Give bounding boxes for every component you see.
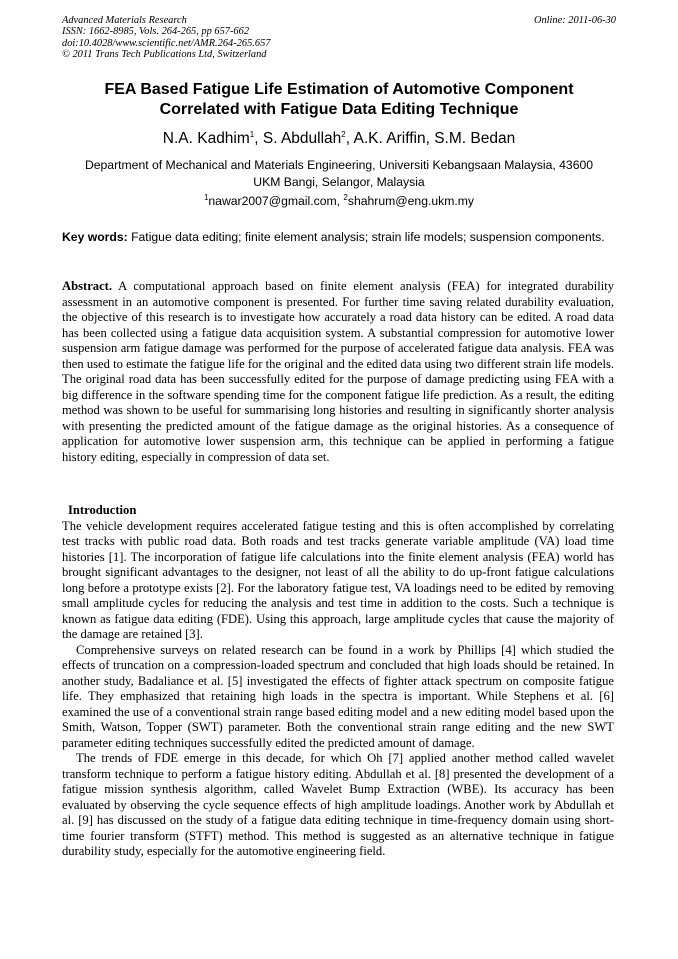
journal-name: Advanced Materials Research [62, 15, 187, 26]
title-line: Correlated with Fatigue Data Editing Technique [159, 101, 519, 118]
affil-mark: 1 [249, 130, 255, 139]
paragraph: Comprehensive surveys on related research can be found in a work by Phillips [4] which studied the effects of truncation on a compression-loaded spectrum and concluded that high loads should be retained. In another study, Badaliance et al. [5] investigated the effects of fighter attack spectrum on composite fatigue life. They emphasized that retaining high loads in the spectra is important. While Stephens et al. [6] examined the use of a conventional strain range based editing model and a new editing model based upon the Smith, Watson, Topper (SWT) parameter. Both the conventional strain range editing and the new SWT parameter editing techniques successfully edited the predicted amount of damage. [62, 642, 614, 750]
paragraph: The vehicle development requires accelerated fatigue testing and this is often accomplished by correlating test tracks with public road data. Both roads and test tracks generate variable amplitude (VA) load time histories [1]. The incorporation of fatigue life calculations into the finite element analysis (FEA) world has brought significant advantages to the designer, not least of all the ability to do up-front fatigue calculations long before a prototype exists [2]. For the laboratory fatigue test, VA loadings need to be edited by removing small amplitude cycles for reducing the analysis and test time in addition to the costs. Such a technique is known as fatigue data editing (FDE). Using this approach, large amplitude cycles that cause the majority of the damage are retained [3]. [62, 518, 614, 641]
affiliation-line: UKM Bangi, Selangor, Malaysia [253, 175, 425, 189]
email-link[interactable]: nawar2007@gmail.com, [208, 194, 344, 209]
author: , A.K. Ariffin, S.M. Bedan [345, 130, 516, 148]
email-link[interactable]: shahrum@eng.ukm.my [347, 194, 475, 209]
copyright: © 2011 Trans Tech Publications Ltd, Switzerland [62, 48, 267, 60]
authors [40, 130, 638, 148]
abstract [62, 279, 614, 465]
doi: doi:10.4028/www.scientific.net/AMR.264-265.657 [62, 37, 271, 49]
affiliation-line: Department of Mechanical and Materials Engineering, Universiti Kebangsaan Malaysia, 43600 [84, 158, 594, 172]
section-heading: Introduction [68, 503, 137, 517]
abstract-text: A computational approach based on finite element analysis (FEA) for integrated durability assessment in an automotive component is presented. For further time saving related durability evaluation, the objective of this research is to investigate how accurately a road data history can be edited. A road data has been collected using a fatigue data acquisition system. A substantial compression for automotive lower suspension arm fatigue damage was performed for the purpose of accelerated fatigue data analysis. FEA was then used to estimate the fatigue life for the original and the edited data using two different strain life models. The original road data has been successfully edited for the purpose of damage predicting using FEA with a big difference in the software spending time for the component fatigue life prediction. As a result, the editing method was shown to be useful for summarising long histories and resulting in significantly shorter analysis with presenting the predicted amount of the fatigue damage as the original histories. As a consequence of application for automotive lower suspension arm, this technique can be applied in performing a fatigue history editing, especially in compression of data set. [62, 279, 614, 464]
emails [40, 193, 638, 208]
paper-title [40, 80, 638, 120]
author: N.A. Kadhim [162, 130, 250, 148]
keywords-text: Fatigue data editing; finite element analysis; strain life models; suspension components. [127, 230, 605, 244]
introduction-section [62, 503, 614, 860]
affil-mark: 2 [343, 193, 348, 202]
keywords [62, 230, 614, 245]
abstract-label: Abstract. [62, 279, 113, 293]
author: , S. Abdullah [254, 130, 342, 148]
paragraph: The trends of FDE emerge in this decade, for which Oh [7] applied another method called wavelet transform technique to perform a fatigue history editing. Abdullah et al. [8] presented the development of a fatigue mission synthesis algorithm, called Wavelet Bump Extraction (WBE). Its accuracy has been evaluated by observing the cycle sequence effects of high amplitude loadings. Another work by Abdullah et al. [9] has discussed on the study of a fatigue data editing technique in time-frequency domain using short-time fourier transform (STFT) method. This method is suggested as an alternative technique in fatigue durability study, especially for the automotive engineering field. [62, 751, 614, 858]
affil-mark: 2 [341, 130, 346, 139]
affil-mark: 1 [203, 193, 209, 202]
issn: ISSN: 1662-8985, Vols. 264-265, pp 657-662 [62, 26, 250, 38]
journal-header [62, 15, 270, 60]
online-date: Online: 2011-06-30 [533, 15, 616, 26]
keywords-label: Key words: [62, 230, 128, 244]
title-line: FEA Based Fatigue Life Estimation of Automotive Component [104, 81, 574, 98]
affiliation [62, 157, 616, 191]
